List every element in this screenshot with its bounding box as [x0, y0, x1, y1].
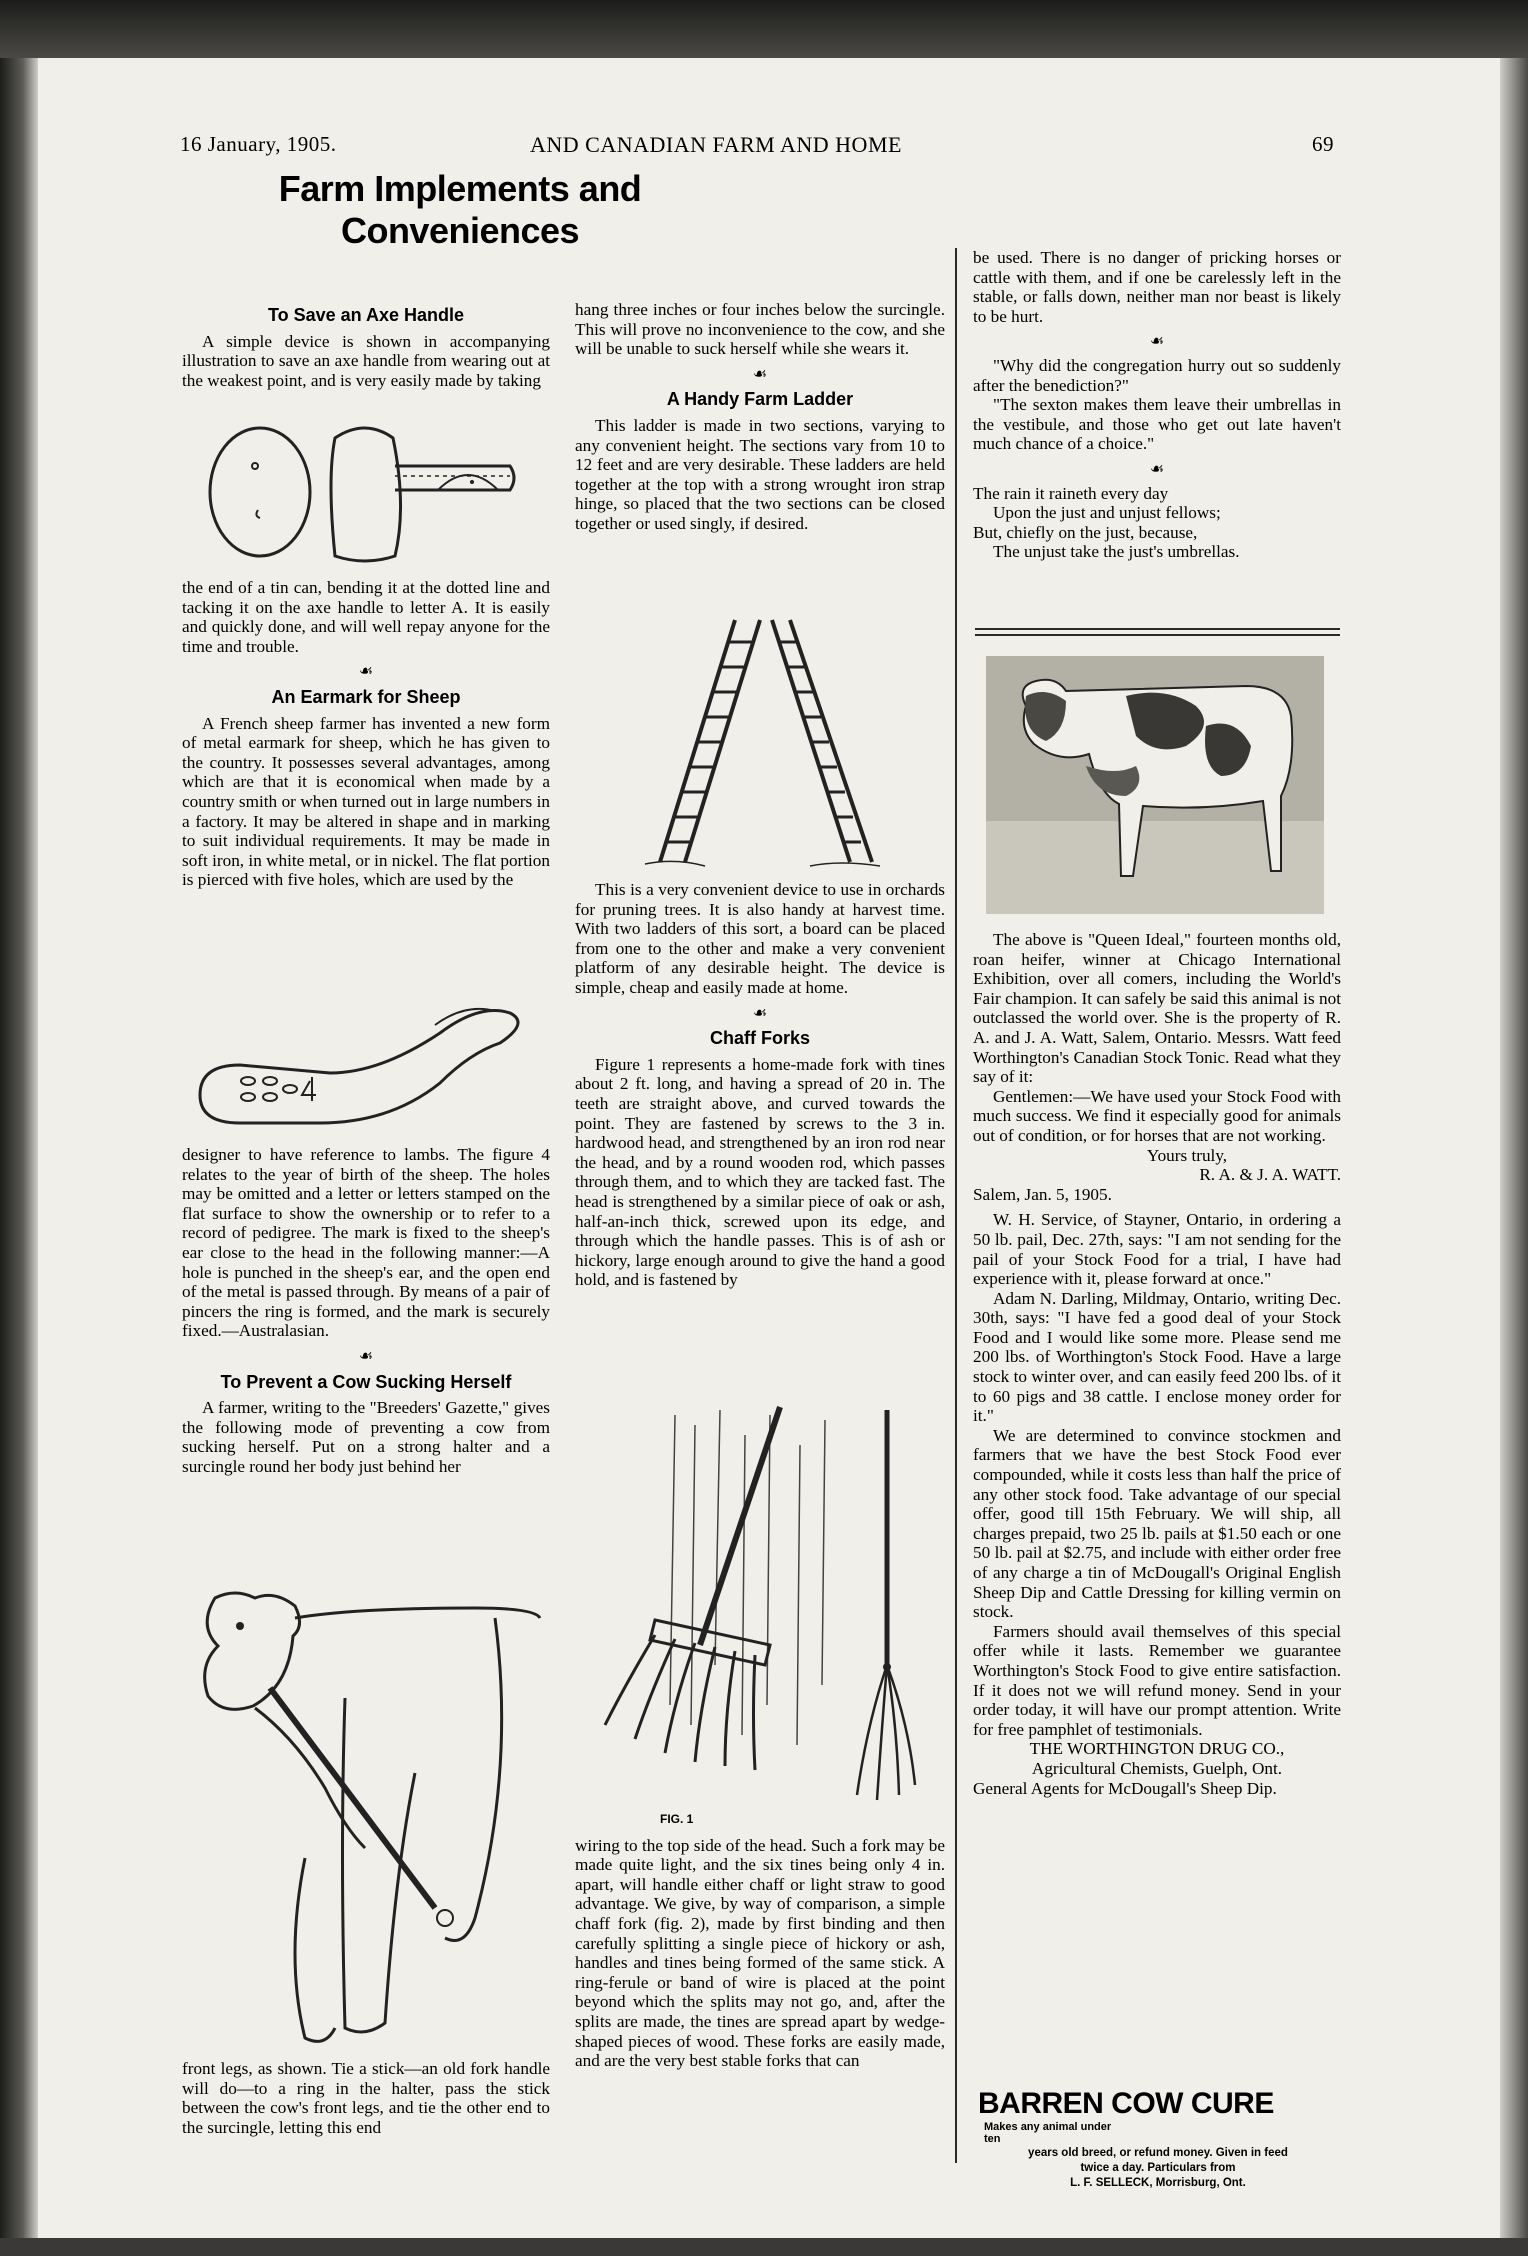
ornament: ☙: [1149, 333, 1165, 351]
cow-sucking-heading: To Prevent a Cow Sucking Herself: [220, 1371, 512, 1392]
ad-side-text: Makes any animal under ten: [984, 2121, 1112, 2145]
verse-line-1: The rain it raineth every day: [973, 483, 1169, 503]
ornament: ☙: [752, 1004, 768, 1022]
testimonial-gentlemen: Gentlemen:—We have used your Stock Food with much success. We find it especially good for animals out of condition, or for horses that are not working.: [973, 1086, 1341, 1145]
ladder-heading: A Handy Farm Ladder: [666, 389, 854, 410]
darling-testimonial: Adam N. Darling, Mildmay, Ontario, writing Dec. 30th, says: "I have fed a good deal of your Stock Food and I would like some more. Please send me 200 lbs. of Worthington's Stock Food. Have a large stock to winter over, and can easily feed 200 lbs. of it to 60 pigs and 38 cattle. I enclose money order for it.": [973, 1288, 1341, 1426]
joke-question: "Why did the congregation hurry out so suddenly after the benediction?": [973, 355, 1341, 395]
ad-body-2: twice a day. Particulars from: [1080, 2162, 1236, 2174]
company-agents: General Agents for McDougall's Sheep Dip.: [973, 1778, 1277, 1798]
verse-line-3: But, chiefly on the just, because,: [973, 522, 1198, 542]
axe-paragraph-1: A simple device is shown in accompanying illustration to save an axe handle from wearing out at the weakest point, and is very easily made by taking: [182, 331, 550, 390]
chaff-paragraph-1: Figure 1 represents a home-made fork with tines about 2 ft. long, and having a spread of 20 in. The teeth are straight above, and curved towards the point. They are fastened by screws to the 3 in. hardwood head, and strengthened by an iron rod near the head, and by a round wooden rod, which passes through them, and to which they are tacked fast. The head is strengthened by a similar piece of oak or ash, half-an-inch thick, screwed upon its edge, and through which the handle passes. This is of ash or hickory, large enough around to give the hand a good hold, and is fastened by: [575, 1054, 945, 1290]
column-1-part-3: [182, 1145, 550, 1477]
ornament: ☙: [358, 1347, 374, 1365]
column-1-part-2: [182, 578, 550, 890]
barren-cow-cure-ad: [978, 2087, 1338, 2190]
queen-ideal-heifer-photo: [986, 656, 1324, 914]
chaff-fork-illustration: [595, 1405, 930, 1805]
cow-paragraph-2: front legs, as shown. Tie a stick—an old fork handle will do—to a ring in the halter, pass the stick between the cow's front legs, and tie the other end to the surcingle, letting this end: [182, 2059, 550, 2137]
scan-border-right: [1500, 58, 1528, 2256]
chaff-paragraph-2: wiring to the top side of the head. Such a fork may be made quite light, and the six tines being only 4 in. apart, will handle either chaff or light straw to good advantage. We give, by way of comparison, a simple chaff fork (fig. 2), made by first binding and then carefully splitting a single piece of hickory or ash, handles and tines being formed of the same stick. A ring-ferule or band of wire is placed at the point beyond which the splits may not go, and, after the splits are made, the tines are spread apart by wedge-shaped pieces of wood. These forks are easily made, and are the very best stable forks that can: [575, 1835, 945, 2071]
scan-border-left: [0, 58, 38, 2256]
chaff-forks-heading: Chaff Forks: [709, 1028, 810, 1049]
verse-line-4: The unjust take the just's umbrellas.: [993, 542, 1240, 562]
sheep-paragraph-1: A French sheep farmer has invented a new form of metal earmark for sheep, which he has given to the country. It possesses several advantages, among which are that it is economical when made by a country smith or when turned out in large numbers in a factory. It may be altered in shape and in marking to suit individual requirements. It may be made in soft iron, in white metal, or in nickel. The flat portion is pierced with five holes, which are used by the: [182, 713, 550, 890]
scan-border-top: [0, 0, 1528, 58]
ad-body-3: L. F. SELLECK, Morrisburg, Ont.: [1070, 2177, 1246, 2189]
determined-paragraph: We are determined to convince stockmen and farmers that we have the best Stock Food ever compounded, while it costs less than half the price of any other stock food. Take advantage of our special offer, good till 15th February. We will ship, all charges prepaid, two 25 lb. pails at $1.50 each or one 50 lb. pail at $2.75, and include with either order free of any charge a tin of McDougall's Original English Sheep Dip and Cattle Dressing for killing vermin on stock.: [973, 1425, 1341, 1622]
ladder-paragraph-2: This is a very convenient device to use in orchards for pruning trees. It is also handy at harvest time. With two ladders of this sort, a board can be placed from one to the other and make a very convenient platform of any desirable height. The device is simple, cheap and easily made at home.: [575, 880, 945, 997]
page-title: Farm Implements and Conveniences: [278, 168, 642, 251]
sheep-paragraph-2: designer to have reference to lambs. The figure 4 relates to the year of birth of the sheep. The holes may be omitted and a letter or letters stamped on the flat surface to show the ownership or to refer to a record of pedigree. The mark is fixed to the sheep's ear close to the head in the following manner:—A hole is punched in the sheep's ear, and the open end of the metal is passed through. By means of a pair of pincers the ring is formed, and the mark is securely fixed.—Australasian.: [182, 1145, 550, 1341]
header-date: 16 January, 1905.: [180, 132, 337, 156]
cow-paragraph-1: A farmer, writing to the "Breeders' Gazette," gives the following mode of preventing a cow from sucking herself. Put on a strong halter and a surcingle round her body just behind her: [182, 1398, 550, 1476]
service-testimonial: W. H. Service, of Stayner, Ontario, in ordering a 50 lb. pail, Dec. 27th, says: "I am not sending for the pail of your Stock Food for a trial, I have had experience with it, please forward at once.": [973, 1210, 1341, 1289]
axe-paragraph-2: the end of a tin can, bending it at the dotted line and tacking it on the axe handle to letter A. It is easily and quickly done, and will well repay anyone for the time and trouble.: [182, 578, 550, 656]
farm-ladder-illustration: [640, 612, 890, 870]
double-rule-top: [975, 628, 1340, 630]
ornament: ☙: [752, 365, 768, 383]
ornament: ☙: [358, 663, 374, 681]
ornament: ☙: [1149, 460, 1165, 478]
header-publication: AND CANADIAN FARM AND HOME: [530, 132, 902, 157]
salem-date: Salem, Jan. 5, 1905.: [973, 1184, 1112, 1204]
double-rule-bottom: [975, 634, 1340, 636]
column-1-part-4: [182, 2059, 550, 2137]
header-page-number: 69: [1312, 132, 1334, 156]
axe-heading: To Save an Axe Handle: [267, 305, 465, 325]
company-name: THE WORTHINGTON DRUG CO.,: [1029, 1739, 1285, 1759]
ad-body-1: years old breed, or refund money. Given in feed: [1028, 2147, 1288, 2159]
sheep-earmark-illustration: [190, 985, 540, 1135]
queen-ideal-paragraph: The above is "Queen Ideal," fourteen months old, roan heifer, winner at Chicago International Exhibition, over all comers, including the World's Fair champion. It can safely be said this animal is not outclassed the world over. She is the property of R. A. and J. A. Watt, Salem, Ontario. Messrs. Watt feed Worthington's Canadian Stock Tonic. Read what they say of it:: [973, 930, 1341, 1087]
rain-verse: [973, 484, 1341, 562]
column-1: [182, 300, 550, 390]
fork-paragraph-continued: be used. There is no danger of pricking horses or cattle with them, and if one be carelessly left in the stable, or falls down, neither man nor beast is likely to be hurt.: [973, 248, 1341, 326]
yours-truly: Yours truly,: [1146, 1145, 1228, 1165]
scan-border-bottom: [0, 2238, 1528, 2256]
column-2-part-2: [575, 880, 945, 1290]
column-2-part-3: [575, 1810, 945, 2071]
ad-title: BARREN COW CURE: [978, 2087, 1274, 2120]
cow-paragraph-continued: hang three inches or four inches below the surcingle. This will prove no inconvenience to the cow, and she will be unable to suck herself while she wears it.: [575, 300, 945, 359]
sheep-heading: An Earmark for Sheep: [271, 686, 461, 707]
watt-signature: R. A. & J. A. WATT.: [1199, 1165, 1341, 1185]
farmers-paragraph: Farmers should avail themselves of this special offer while it lasts. Remember we guarantee Worthington's Stock Food to give entire satisfaction. If it does not we will refund money. Send in your order today, it will have our prompt attention. Write for free pamphlet of testimonials.: [973, 1621, 1341, 1739]
column-3-part-2: [973, 930, 1341, 1798]
axe-tin-illustration: [200, 418, 520, 578]
column-rule: [955, 248, 957, 2163]
fig-1-label: FIG. 1: [660, 1812, 694, 1826]
ladder-paragraph-1: This ladder is made in two sections, varying to any convenient height. The sections vary from 10 to 12 feet and are very desirable. These ladders are held together at the top with a strong wrought iron strap hinge, so placed that the two sections can be closed together or used singly, if desired.: [575, 415, 945, 533]
company-location: Agricultural Chemists, Guelph, Ont.: [1031, 1758, 1283, 1778]
verse-line-2: Upon the just and unjust fellows;: [993, 503, 1221, 523]
column-2: [575, 300, 945, 534]
cow-halter-illustration: [195, 1578, 545, 2053]
joke-answer: "The sexton makes them leave their umbrellas in the vestibule, and those who get out late haven't much chance of a choice.": [973, 395, 1341, 454]
column-3: [973, 248, 1341, 562]
